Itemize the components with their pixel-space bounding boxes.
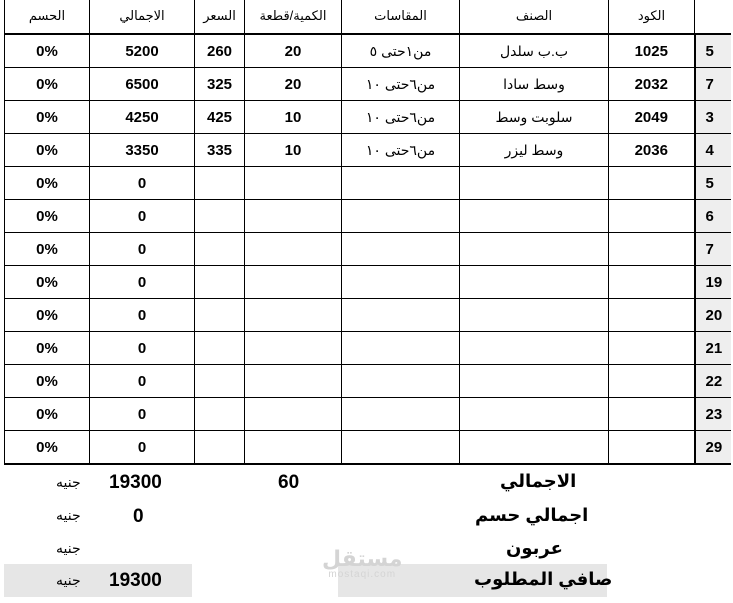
cell-sizes [342, 233, 460, 266]
table-row [5, 431, 731, 465]
cell-price [195, 266, 245, 299]
cell-total: 0 [90, 200, 195, 233]
table-row [5, 365, 731, 398]
cell-qty [245, 365, 342, 398]
net-label: صافي المطلوب [474, 569, 613, 589]
cell-idx: 23 [695, 398, 731, 431]
cell-code: 2032 [609, 68, 695, 101]
cell-item [460, 167, 609, 200]
cell-qty [245, 233, 342, 266]
cell-qty: 20 [245, 68, 342, 101]
cell-idx: 5 [695, 34, 731, 68]
table-row [5, 266, 731, 299]
cell-code [609, 431, 695, 465]
table-row [5, 134, 731, 167]
invoice-table [4, 0, 731, 465]
table-row [5, 233, 731, 266]
table-row [5, 167, 731, 200]
cell-qty: 10 [245, 134, 342, 167]
cell-item: وسط سادا [460, 68, 609, 101]
header-row [5, 0, 731, 34]
cell-qty [245, 266, 342, 299]
discount-value: 0 [133, 506, 144, 527]
cell-code [609, 266, 695, 299]
cell-discount: 0% [5, 398, 90, 431]
cell-item [460, 200, 609, 233]
cell-sizes: من٦حتى ١٠ [342, 101, 460, 134]
table-row [5, 398, 731, 431]
header-price: السعر [195, 0, 245, 34]
cell-item [460, 299, 609, 332]
deposit-currency: جنيه [56, 540, 81, 556]
cell-price: 325 [195, 68, 245, 101]
cell-idx: 7 [695, 68, 731, 101]
cell-qty [245, 299, 342, 332]
total-label: الاجمالي [500, 471, 577, 491]
cell-idx: 3 [695, 101, 731, 134]
cell-total: 0 [90, 398, 195, 431]
cell-total: 0 [90, 431, 195, 465]
discount-label: اجمالي حسم [475, 505, 589, 525]
cell-code [609, 299, 695, 332]
cell-sizes [342, 431, 460, 465]
cell-sizes [342, 332, 460, 365]
cell-qty [245, 200, 342, 233]
cell-idx: 4 [695, 134, 731, 167]
table-row [5, 299, 731, 332]
cell-item: سلوبت وسط [460, 101, 609, 134]
cell-total: 0 [90, 332, 195, 365]
cell-item [460, 431, 609, 465]
net-currency: جنيه [56, 572, 81, 588]
cell-item [460, 332, 609, 365]
cell-discount: 0% [5, 34, 90, 68]
cell-total: 0 [90, 266, 195, 299]
cell-price [195, 200, 245, 233]
cell-sizes [342, 299, 460, 332]
cell-discount: 0% [5, 266, 90, 299]
cell-price [195, 365, 245, 398]
cell-sizes [342, 365, 460, 398]
cell-code: 2049 [609, 101, 695, 134]
cell-total: 6500 [90, 68, 195, 101]
cell-total: 0 [90, 299, 195, 332]
header-index [695, 0, 731, 34]
cell-price [195, 398, 245, 431]
cell-qty [245, 431, 342, 465]
cell-discount: 0% [5, 431, 90, 465]
cell-total: 5200 [90, 34, 195, 68]
cell-idx: 6 [695, 200, 731, 233]
cell-code [609, 332, 695, 365]
cell-code [609, 365, 695, 398]
table-row [5, 200, 731, 233]
cell-code [609, 233, 695, 266]
cell-total: 0 [90, 167, 195, 200]
cell-total: 3350 [90, 134, 195, 167]
cell-price [195, 233, 245, 266]
cell-qty: 10 [245, 101, 342, 134]
discount-currency: جنيه [56, 507, 81, 523]
cell-discount: 0% [5, 200, 90, 233]
total-qty: 60 [278, 472, 300, 493]
cell-total: 4250 [90, 101, 195, 134]
header-item: الصنف [460, 0, 609, 34]
net-band-left [4, 564, 192, 597]
cell-price: 425 [195, 101, 245, 134]
cell-sizes [342, 167, 460, 200]
watermark [322, 548, 402, 580]
cell-price [195, 332, 245, 365]
cell-discount: 0% [5, 332, 90, 365]
table-row [5, 101, 731, 134]
cell-price [195, 299, 245, 332]
cell-idx: 22 [695, 365, 731, 398]
cell-discount: 0% [5, 167, 90, 200]
cell-idx: 5 [695, 167, 731, 200]
total-currency: جنيه [56, 474, 81, 490]
cell-qty: 20 [245, 34, 342, 68]
header-sizes: المقاسات [342, 0, 460, 34]
net-value: 19300 [109, 570, 162, 591]
cell-item [460, 365, 609, 398]
cell-discount: 0% [5, 365, 90, 398]
table-row [5, 332, 731, 365]
cell-code [609, 167, 695, 200]
table-row [5, 68, 731, 101]
cell-discount: 0% [5, 299, 90, 332]
cell-sizes: من١حتى ٥ [342, 34, 460, 68]
cell-item [460, 398, 609, 431]
cell-discount: 0% [5, 101, 90, 134]
cell-item [460, 233, 609, 266]
header-code: الكود [609, 0, 695, 34]
watermark-latin: mostaqi.com [328, 569, 397, 580]
cell-price: 260 [195, 34, 245, 68]
cell-qty [245, 398, 342, 431]
cell-item [460, 266, 609, 299]
cell-total: 0 [90, 233, 195, 266]
cell-sizes [342, 398, 460, 431]
cell-idx: 19 [695, 266, 731, 299]
cell-sizes: من٦حتى ١٠ [342, 134, 460, 167]
cell-idx: 29 [695, 431, 731, 465]
cell-code [609, 398, 695, 431]
cell-sizes [342, 200, 460, 233]
cell-discount: 0% [5, 68, 90, 101]
cell-idx: 21 [695, 332, 731, 365]
header-discount: الحسم [5, 0, 90, 34]
cell-price [195, 167, 245, 200]
cell-sizes: من٦حتى ١٠ [342, 68, 460, 101]
cell-total: 0 [90, 365, 195, 398]
cell-item: ب.ب سلدل [460, 34, 609, 68]
cell-price [195, 431, 245, 465]
cell-code [609, 200, 695, 233]
cell-idx: 20 [695, 299, 731, 332]
cell-sizes [342, 266, 460, 299]
cell-idx: 7 [695, 233, 731, 266]
cell-qty [245, 332, 342, 365]
cell-qty [245, 167, 342, 200]
cell-item: وسط ليزر [460, 134, 609, 167]
cell-code: 2036 [609, 134, 695, 167]
cell-discount: 0% [5, 134, 90, 167]
header-total: الاجمالي [90, 0, 195, 34]
header-qty: الكمية/قطعة [245, 0, 342, 34]
total-value: 19300 [109, 472, 162, 493]
cell-discount: 0% [5, 233, 90, 266]
cell-code: 1025 [609, 34, 695, 68]
cell-price: 335 [195, 134, 245, 167]
watermark-arabic: مستقل [322, 546, 403, 571]
table-row [5, 34, 731, 68]
deposit-label: عربون [506, 538, 563, 558]
